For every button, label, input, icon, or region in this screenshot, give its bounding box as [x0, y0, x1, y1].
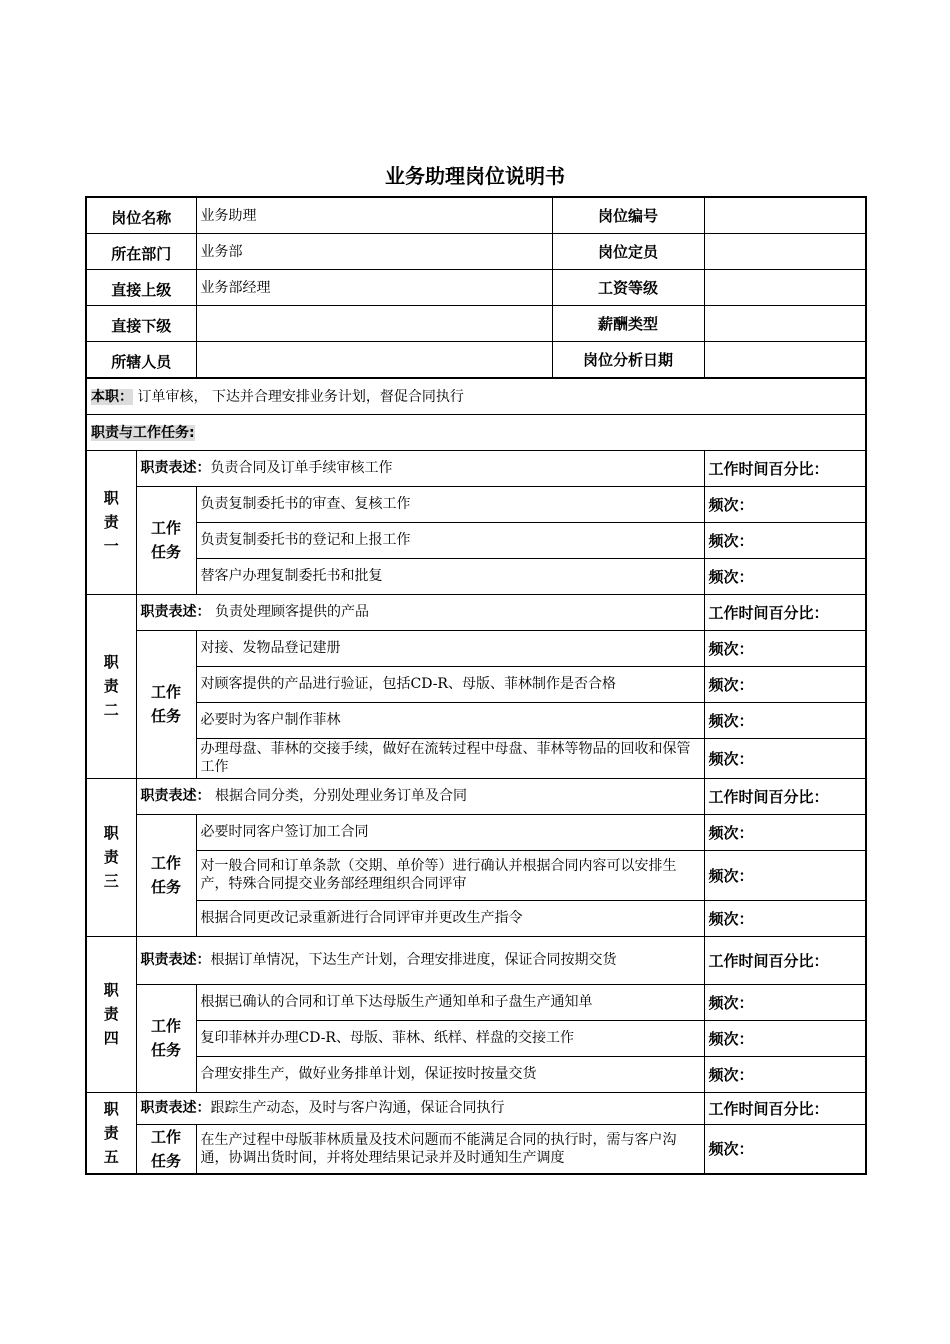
task-row — [86, 1020, 866, 1056]
task-label — [136, 486, 196, 594]
info-row — [86, 197, 866, 233]
desc-text: 负责合同及订单手续审核工作 — [210, 460, 393, 476]
desc-label: 职责表述： — [140, 460, 211, 476]
duty-group-label-char: 责 — [103, 1123, 119, 1142]
duty-group-label — [86, 594, 136, 778]
info-label: 岗位编号 — [552, 197, 704, 233]
frequency-cell: 频次： — [704, 1124, 866, 1174]
time-percent-cell: 工作时间百分比： — [704, 450, 866, 486]
task-label — [136, 1124, 196, 1174]
task-label-2: 任务 — [150, 1151, 181, 1170]
task-row — [86, 900, 866, 936]
task-label — [136, 814, 196, 936]
duty-group-label-char: 三 — [103, 872, 119, 890]
task-text: 在生产过程中母版菲林质量及技术问题而不能满足合同的执行时，需与客户沟通，协调出货时间，并将处理结果记录并及时通知生产调度 — [196, 1124, 704, 1174]
task-label-1: 工作 — [150, 1127, 181, 1146]
basic-info-table — [85, 196, 867, 378]
duty-group-label-char: 责 — [103, 677, 119, 695]
frequency-cell: 频次： — [704, 900, 866, 936]
task-text: 负责复制委托书的登记和上报工作 — [196, 522, 704, 558]
page-title: 业务助理岗位说明书 — [385, 164, 565, 188]
desc-label: 职责表述： — [140, 1100, 211, 1116]
duty-desc-row — [86, 450, 866, 486]
duty-group-label — [86, 1092, 136, 1174]
duty-group-label-char: 五 — [103, 1147, 119, 1166]
task-text: 根据合同更改记录重新进行合同评审并更改生产指令 — [196, 900, 704, 936]
duty-desc-row — [86, 936, 866, 984]
frequency-cell: 频次： — [704, 1020, 866, 1056]
duty-desc-row — [86, 778, 866, 814]
frequency-cell: 频次： — [704, 984, 866, 1020]
info-row — [86, 269, 866, 305]
info-label: 岗位分析日期 — [552, 341, 704, 377]
task-row — [86, 1056, 866, 1092]
info-row — [86, 233, 866, 269]
duty-desc-cell — [136, 1092, 704, 1124]
info-label: 工资等级 — [552, 269, 704, 305]
duty-desc-row — [86, 1092, 866, 1124]
task-row — [86, 984, 866, 1020]
duty-group-label-char: 责 — [103, 1005, 119, 1023]
info-label: 岗位定员 — [552, 233, 704, 269]
duty-summary-cell — [86, 378, 866, 414]
task-label-2: 任务 — [150, 878, 181, 896]
task-row — [86, 702, 866, 738]
task-row — [86, 486, 866, 522]
desc-text: 根据订单情况，下达生产计划，合理安排进度，保证合同按期交货 — [210, 952, 617, 968]
task-row — [86, 558, 866, 594]
task-label-1: 工作 — [150, 1017, 181, 1035]
duty-group-label-char: 一 — [103, 537, 119, 555]
info-row — [86, 305, 866, 341]
frequency-cell: 频次： — [704, 558, 866, 594]
info-label: 直接上级 — [86, 269, 196, 305]
task-row — [86, 814, 866, 850]
task-text: 负责复制委托书的审查、复核工作 — [196, 486, 704, 522]
task-text: 必要时为客户制作菲林 — [196, 702, 704, 738]
task-label-1: 工作 — [150, 854, 181, 872]
info-value — [704, 341, 866, 377]
task-text: 办理母盘、菲林的交接手续，做好在流转过程中母盘、菲林等物品的回收和保管工作 — [196, 738, 704, 778]
task-text: 必要时同客户签订加工合同 — [196, 814, 704, 850]
frequency-cell: 频次： — [704, 850, 866, 900]
task-row — [86, 522, 866, 558]
info-label: 薪酬类型 — [552, 305, 704, 341]
duties-table — [85, 377, 867, 1175]
frequency-cell: 频次： — [704, 738, 866, 778]
task-label-2: 任务 — [150, 707, 181, 725]
task-text: 复印菲林并办理CD-R、母版、菲林、纸样、样盘的交接工作 — [196, 1020, 704, 1056]
frequency-cell: 频次： — [704, 702, 866, 738]
frequency-cell: 频次： — [704, 522, 866, 558]
info-value: 业务部 — [196, 233, 552, 269]
frequency-cell: 频次： — [704, 666, 866, 702]
duty-group-label-char: 二 — [103, 701, 119, 719]
task-text: 对顾客提供的产品进行验证，包括CD-R、母版、菲林制作是否合格 — [196, 666, 704, 702]
task-label-2: 任务 — [150, 1041, 181, 1059]
info-label: 所辖人员 — [86, 341, 196, 377]
info-row — [86, 341, 866, 377]
duty-group-label-char: 职 — [103, 824, 119, 842]
info-value — [704, 269, 866, 305]
duty-desc-cell — [136, 936, 704, 984]
task-text: 替客户办理复制委托书和批复 — [196, 558, 704, 594]
duty-group-label — [86, 778, 136, 936]
time-percent-cell: 工作时间百分比： — [704, 594, 866, 630]
duty-desc-cell — [136, 778, 704, 814]
duty-label: 本职： — [91, 389, 133, 406]
task-row — [86, 1124, 866, 1174]
desc-label: 职责表述： — [140, 952, 211, 968]
duty-group-label-char: 责 — [103, 848, 119, 866]
info-value: 业务部经理 — [196, 269, 552, 305]
task-text: 对接、发物品登记建册 — [196, 630, 704, 666]
time-percent-cell: 工作时间百分比： — [704, 1092, 866, 1124]
duty-group-label-char: 职 — [103, 1099, 119, 1118]
task-row — [86, 738, 866, 778]
duty-group-label-char: 职 — [103, 981, 119, 999]
task-label-1: 工作 — [150, 519, 181, 537]
desc-text: 根据合同分类，分别处理业务订单及合同 — [210, 788, 467, 804]
task-row — [86, 666, 866, 702]
desc-label: 职责表述： — [140, 604, 211, 620]
duty-group-label — [86, 450, 136, 594]
task-text: 对一般合同和订单条款（交期、单价等）进行确认并根据合同内容可以安排生产，特殊合同提交业务部经理组织合同评审 — [196, 850, 704, 900]
section-label-cell — [86, 414, 866, 450]
info-value: 业务助理 — [196, 197, 552, 233]
info-value — [704, 197, 866, 233]
duty-desc-cell — [136, 450, 704, 486]
task-label-1: 工作 — [150, 683, 181, 701]
info-value — [704, 305, 866, 341]
duty-group-label-char: 四 — [103, 1029, 119, 1047]
task-text: 合理安排生产，做好业务排单计划，保证按时按量交货 — [196, 1056, 704, 1092]
frequency-cell: 频次： — [704, 1056, 866, 1092]
time-percent-cell: 工作时间百分比： — [704, 936, 866, 984]
desc-label: 职责表述： — [140, 788, 211, 804]
duty-desc-cell — [136, 594, 704, 630]
info-label: 岗位名称 — [86, 197, 196, 233]
task-label — [136, 630, 196, 778]
frequency-cell: 频次： — [704, 486, 866, 522]
frequency-cell: 频次： — [704, 630, 866, 666]
desc-text: 跟踪生产动态，及时与客户沟通，保证合同执行 — [210, 1100, 505, 1116]
section-label: 职责与工作任务: — [91, 425, 195, 441]
duty-text: 订单审核， 下达并合理安排业务计划，督促合同执行 — [133, 389, 464, 406]
duty-desc-row — [86, 594, 866, 630]
info-value — [196, 305, 552, 341]
time-percent-cell: 工作时间百分比： — [704, 778, 866, 814]
info-label: 直接下级 — [86, 305, 196, 341]
task-label — [136, 984, 196, 1092]
desc-text: 负责处理顾客提供的产品 — [210, 604, 369, 620]
info-value — [704, 233, 866, 269]
task-label-2: 任务 — [150, 543, 181, 561]
info-label: 所在部门 — [86, 233, 196, 269]
info-value — [196, 341, 552, 377]
duty-group-label — [86, 936, 136, 1092]
duty-group-label-char: 责 — [103, 513, 119, 531]
frequency-cell: 频次： — [704, 814, 866, 850]
task-row — [86, 630, 866, 666]
task-row — [86, 850, 866, 900]
duty-group-label-char: 职 — [103, 489, 119, 507]
duty-group-label-char: 职 — [103, 653, 119, 671]
task-text: 根据已确认的合同和订单下达母版生产通知单和子盘生产通知单 — [196, 984, 704, 1020]
